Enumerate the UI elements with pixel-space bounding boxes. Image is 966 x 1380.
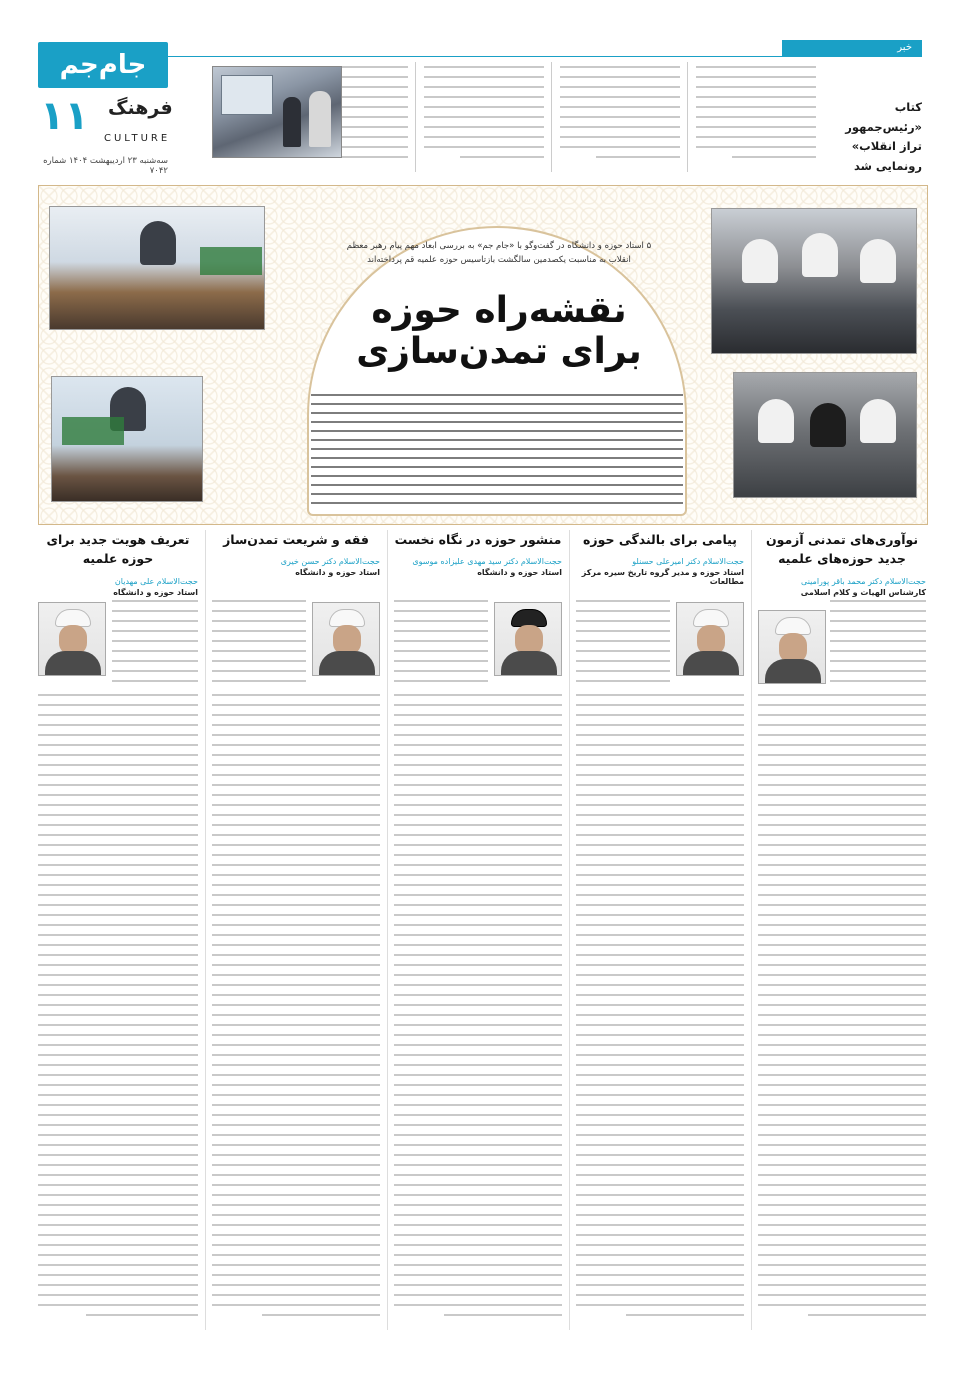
column-4-body-top [212, 600, 306, 690]
headline-line-1: نقشه‌راه حوزه [371, 290, 627, 331]
column-3-author: حجت‌الاسلام دکتر سید مهدی علیزاده موسوی [412, 557, 562, 567]
column-2-title: پیامی برای بالندگی حوزه [583, 532, 737, 547]
section-title: فرهنگ [108, 97, 173, 119]
news-tag-rule [39, 56, 922, 57]
page-number: ۱۱ [40, 93, 89, 139]
column-3-author-photo [494, 602, 562, 676]
column-5-role: استاد حوزه و دانشگاه [113, 587, 198, 597]
column-5-body-top [112, 600, 198, 690]
column-5-body [38, 694, 198, 1324]
headline-line-2: برای تمدن‌سازی [356, 331, 642, 373]
column-3-body-top [394, 600, 488, 690]
column-5-author: حجت‌الاسلام علی مهدیان [114, 576, 198, 586]
book-launch-photo [212, 66, 342, 158]
column-1-title: نوآوری‌های تمدنی آزمون جدید حوزه‌های علمیه [765, 532, 919, 567]
column-2-body [576, 694, 744, 1324]
ceremony-photo-2 [51, 376, 203, 502]
news-body-col-2 [560, 66, 680, 170]
feature-lead [311, 394, 683, 510]
feature-headline [329, 290, 669, 373]
column-3-body [394, 694, 562, 1324]
column-1 [758, 530, 926, 1330]
feature-kicker: ۵ استاد حوزه و دانشگاه در گفت‌وگو با «جام جم» به بررسی ابعاد مهم پیام رهبر معظم انقلاب به مناسبت یکصدمین سالگشت بازتاسیس حوزه علمیه قم پرداخته‌اند [346, 241, 652, 265]
column-5-title: تعریف هویت جدید برای حوزه علمیه [46, 532, 190, 567]
section-title-en: CULTURE [104, 133, 171, 144]
news-body-col-3 [424, 66, 544, 170]
column-1-body [758, 694, 926, 1324]
column-1-author-photo [758, 610, 826, 684]
column-2-author: حجت‌الاسلام دکتر امیرعلی حسنلو [632, 557, 744, 567]
column-4 [212, 530, 380, 1330]
clerics-photo-1 [711, 208, 917, 354]
news-tag: خبر [782, 40, 922, 56]
column-3-role: استاد حوزه و دانشگاه [477, 568, 562, 578]
clerics-photo-2 [733, 372, 917, 498]
news-body-col-1 [696, 66, 816, 170]
column-3 [394, 530, 562, 1330]
column-2 [576, 530, 744, 1330]
newspaper-logo: جام‌جم [38, 42, 168, 88]
column-1-author: حجت‌الاسلام دکتر محمد باقر پورامینی [801, 576, 926, 586]
ceremony-photo-1 [49, 206, 265, 330]
column-2-body-top [576, 600, 670, 690]
column-5-author-photo [38, 602, 106, 676]
book-news-heading: کتاب «رئیس‌جمهور تراز انقلاب» رونمایی شد [845, 100, 922, 173]
column-4-author-photo [312, 602, 380, 676]
column-2-author-photo [676, 602, 744, 676]
column-4-title: فقه و شریعت تمدن‌ساز [223, 532, 369, 547]
column-5 [38, 530, 198, 1330]
column-4-role: استاد حوزه و دانشگاه [295, 568, 380, 578]
issue-date: سه‌شنبه ۲۳ اردیبهشت ۱۴۰۴ شماره ۷۰۴۲ [43, 156, 168, 176]
column-1-body-top [830, 600, 926, 690]
column-4-body [212, 694, 380, 1324]
column-3-title: منشور حوزه در نگاه نخست [394, 532, 562, 547]
column-2-role: استاد حوزه و مدیر گروه تاریخ سیره مرکز مطالعات [581, 568, 744, 587]
feature-box [38, 185, 928, 525]
column-1-role: کارشناس الهیات و کلام اسلامی [800, 587, 926, 597]
column-4-author: حجت‌الاسلام دکتر حسن خیری [280, 557, 380, 567]
